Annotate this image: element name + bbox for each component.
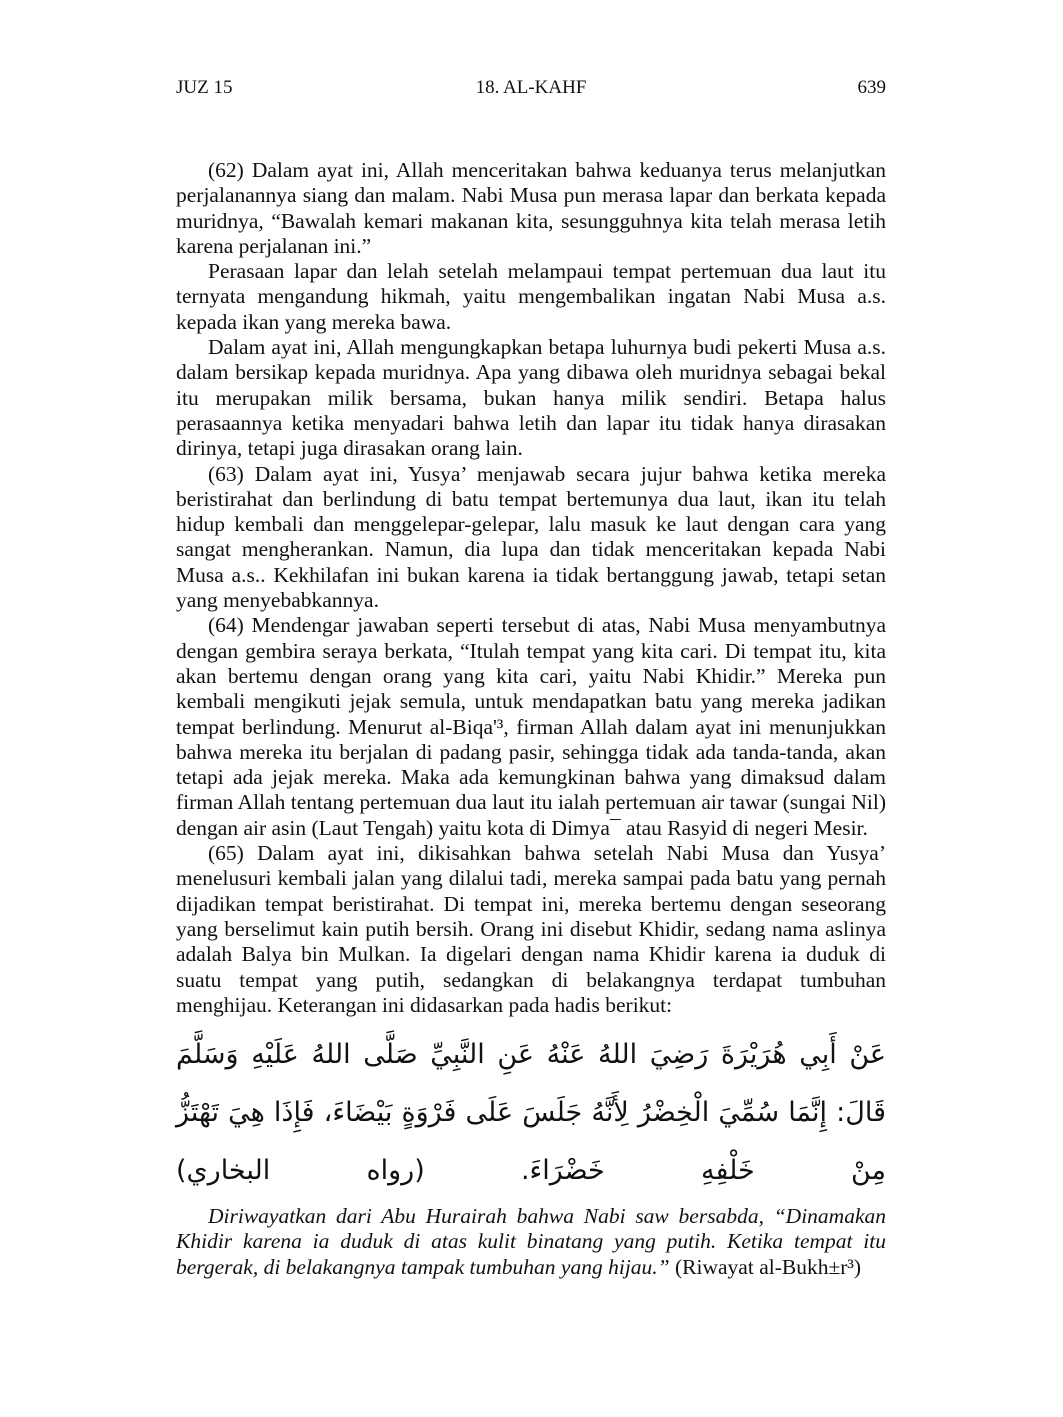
- paragraph-verse-62: (62) Dalam ayat ini, Allah menceritakan bahwa keduanya terus melanjutkan perjalanannya siang dan malam. Nabi Musa pun merasa lapar dan berkata kepada muridnya, “Bawalah kemari makanan kita, sesungguhnya kita telah merasa letih karena perjalanan ini.”: [176, 158, 886, 258]
- translation-source: (Riwayat al-Bukh±r³): [669, 1254, 862, 1279]
- paragraph-verse-65: (65) Dalam ayat ini, dikisahkan bahwa setelah Nabi Musa dan Yusya’ menelusuri kembali jalan yang dilalui tadi, mereka sampai pada batu yang pernah dijadikan tempat beristirahat. Di tempat ini, mereka bertemu dengan seseorang yang berselimut kain putih bersih. Orang ini disebut Khidir, sedang nama aslinya adalah Balya bin Mulkan. Ia digelari dengan nama Khidir karena ia duduk di suatu tempat yang putih, sedangkan di belakangnya terdapat tumbuhan menghijau. Keterangan ini didasarkan pada hadis berikut:: [176, 841, 886, 1017]
- page-header: [176, 74, 886, 102]
- paragraph-hunger-wisdom: Perasaan lapar dan lelah setelah melampaui tempat pertemuan dua laut itu ternyata mengandung hikmah, yaitu mengembalikan ingatan Nabi Musa a.s. kepada ikan yang mereka bawa.: [176, 259, 886, 334]
- paragraph-verse-63: (63) Dalam ayat ini, Yusya’ menjawab secara jujur bahwa ketika mereka beristirahat dan berlindung di batu tempat bertemunya dua laut, ikan itu telah hidup kembali dan menggelepar-gelepar, lalu masuk ke laut dengan cara yang sangat mengherankan. Namun, dia lupa dan tidak menceritakan kepada Nabi Musa a.s.. Kekhilafan ini bukan karena ia tidak bertanggung jawab, tetapi setan yang menyebabkannya.: [176, 461, 886, 613]
- paragraph-musa-character: Dalam ayat ini, Allah mengungkapkan betapa luhurnya budi pekerti Musa a.s. dalam bersikap kepada muridnya. Apa yang dibawa oleh muridnya sebagai bekal itu merupakan milik bersama, bukan hanya milik sendiri. Betapa halus perasaannya ketika menyadari bahwa letih dan lapar itu tidak hanya dirasakan dirinya, tetapi juga dirasakan orang lain.: [176, 335, 886, 461]
- juz-label: JUZ 15: [176, 77, 233, 98]
- page-number: 639: [857, 77, 886, 98]
- translation-text: Diriwayatkan dari Abu Hurairah bahwa Nabi saw bersabda, “Dinamakan Khidir karena ia duduk di atas kulit binatang yang putih. Ketika tempat itu bergerak, di belakangnya tampak tumbuhan yang hijau.”: [176, 1204, 886, 1279]
- hadith-arabic-text: عَنْ أَبِي هُرَيْرَةَ رَضِيَ اللهُ عَنْهُ عَنِ النَّبِيِّ صَلَّى اللهُ عَلَيْهِ وَسَلَّمَ قَالَ: إِنَّمَا سُمِّيَ الْخِضْرُ لِأَنَّهُ جَلَسَ عَلَى فَرْوَةٍ بَيْضَاءَ، فَإِذَا هِيَ تَهْتَزُّ مِنْ خَلْفِهِ خَضْرَاءَ. (رواه البخاري): [176, 1039, 886, 1187]
- hadith-translation: [176, 1204, 886, 1280]
- page-body: [176, 158, 886, 1280]
- surah-title: 18. AL-KAHF: [475, 77, 587, 98]
- paragraph-verse-64: (64) Mendengar jawaban seperti tersebut di atas, Nabi Musa menyambutnya dengan gembira seraya berkata, “Itulah tempat yang kita cari. Di tempat itu, kita akan bertemu dengan orang yang kita cari, yaitu Nabi Khidir.” Mereka pun kembali mengikuti jejak semula, untuk mendapatkan batu yang mereka jadikan tempat berlindung. Menurut al-Biqa'³, firman Allah dalam ayat ini menunjukkan bahwa mereka itu berjalan di padang pasir, sehingga tidak ada tanda-tanda, akan tetapi ada jejak mereka. Maka ada kemungkinan bahwa yang dimaksud dalam firman Allah tentang pertemuan dua laut itu ialah pertemuan air tawar (sungai Nil) dengan air asin (Laut Tengah) yaitu kota di Dimya¯ atau Rasyid di negeri Mesir.: [176, 613, 886, 840]
